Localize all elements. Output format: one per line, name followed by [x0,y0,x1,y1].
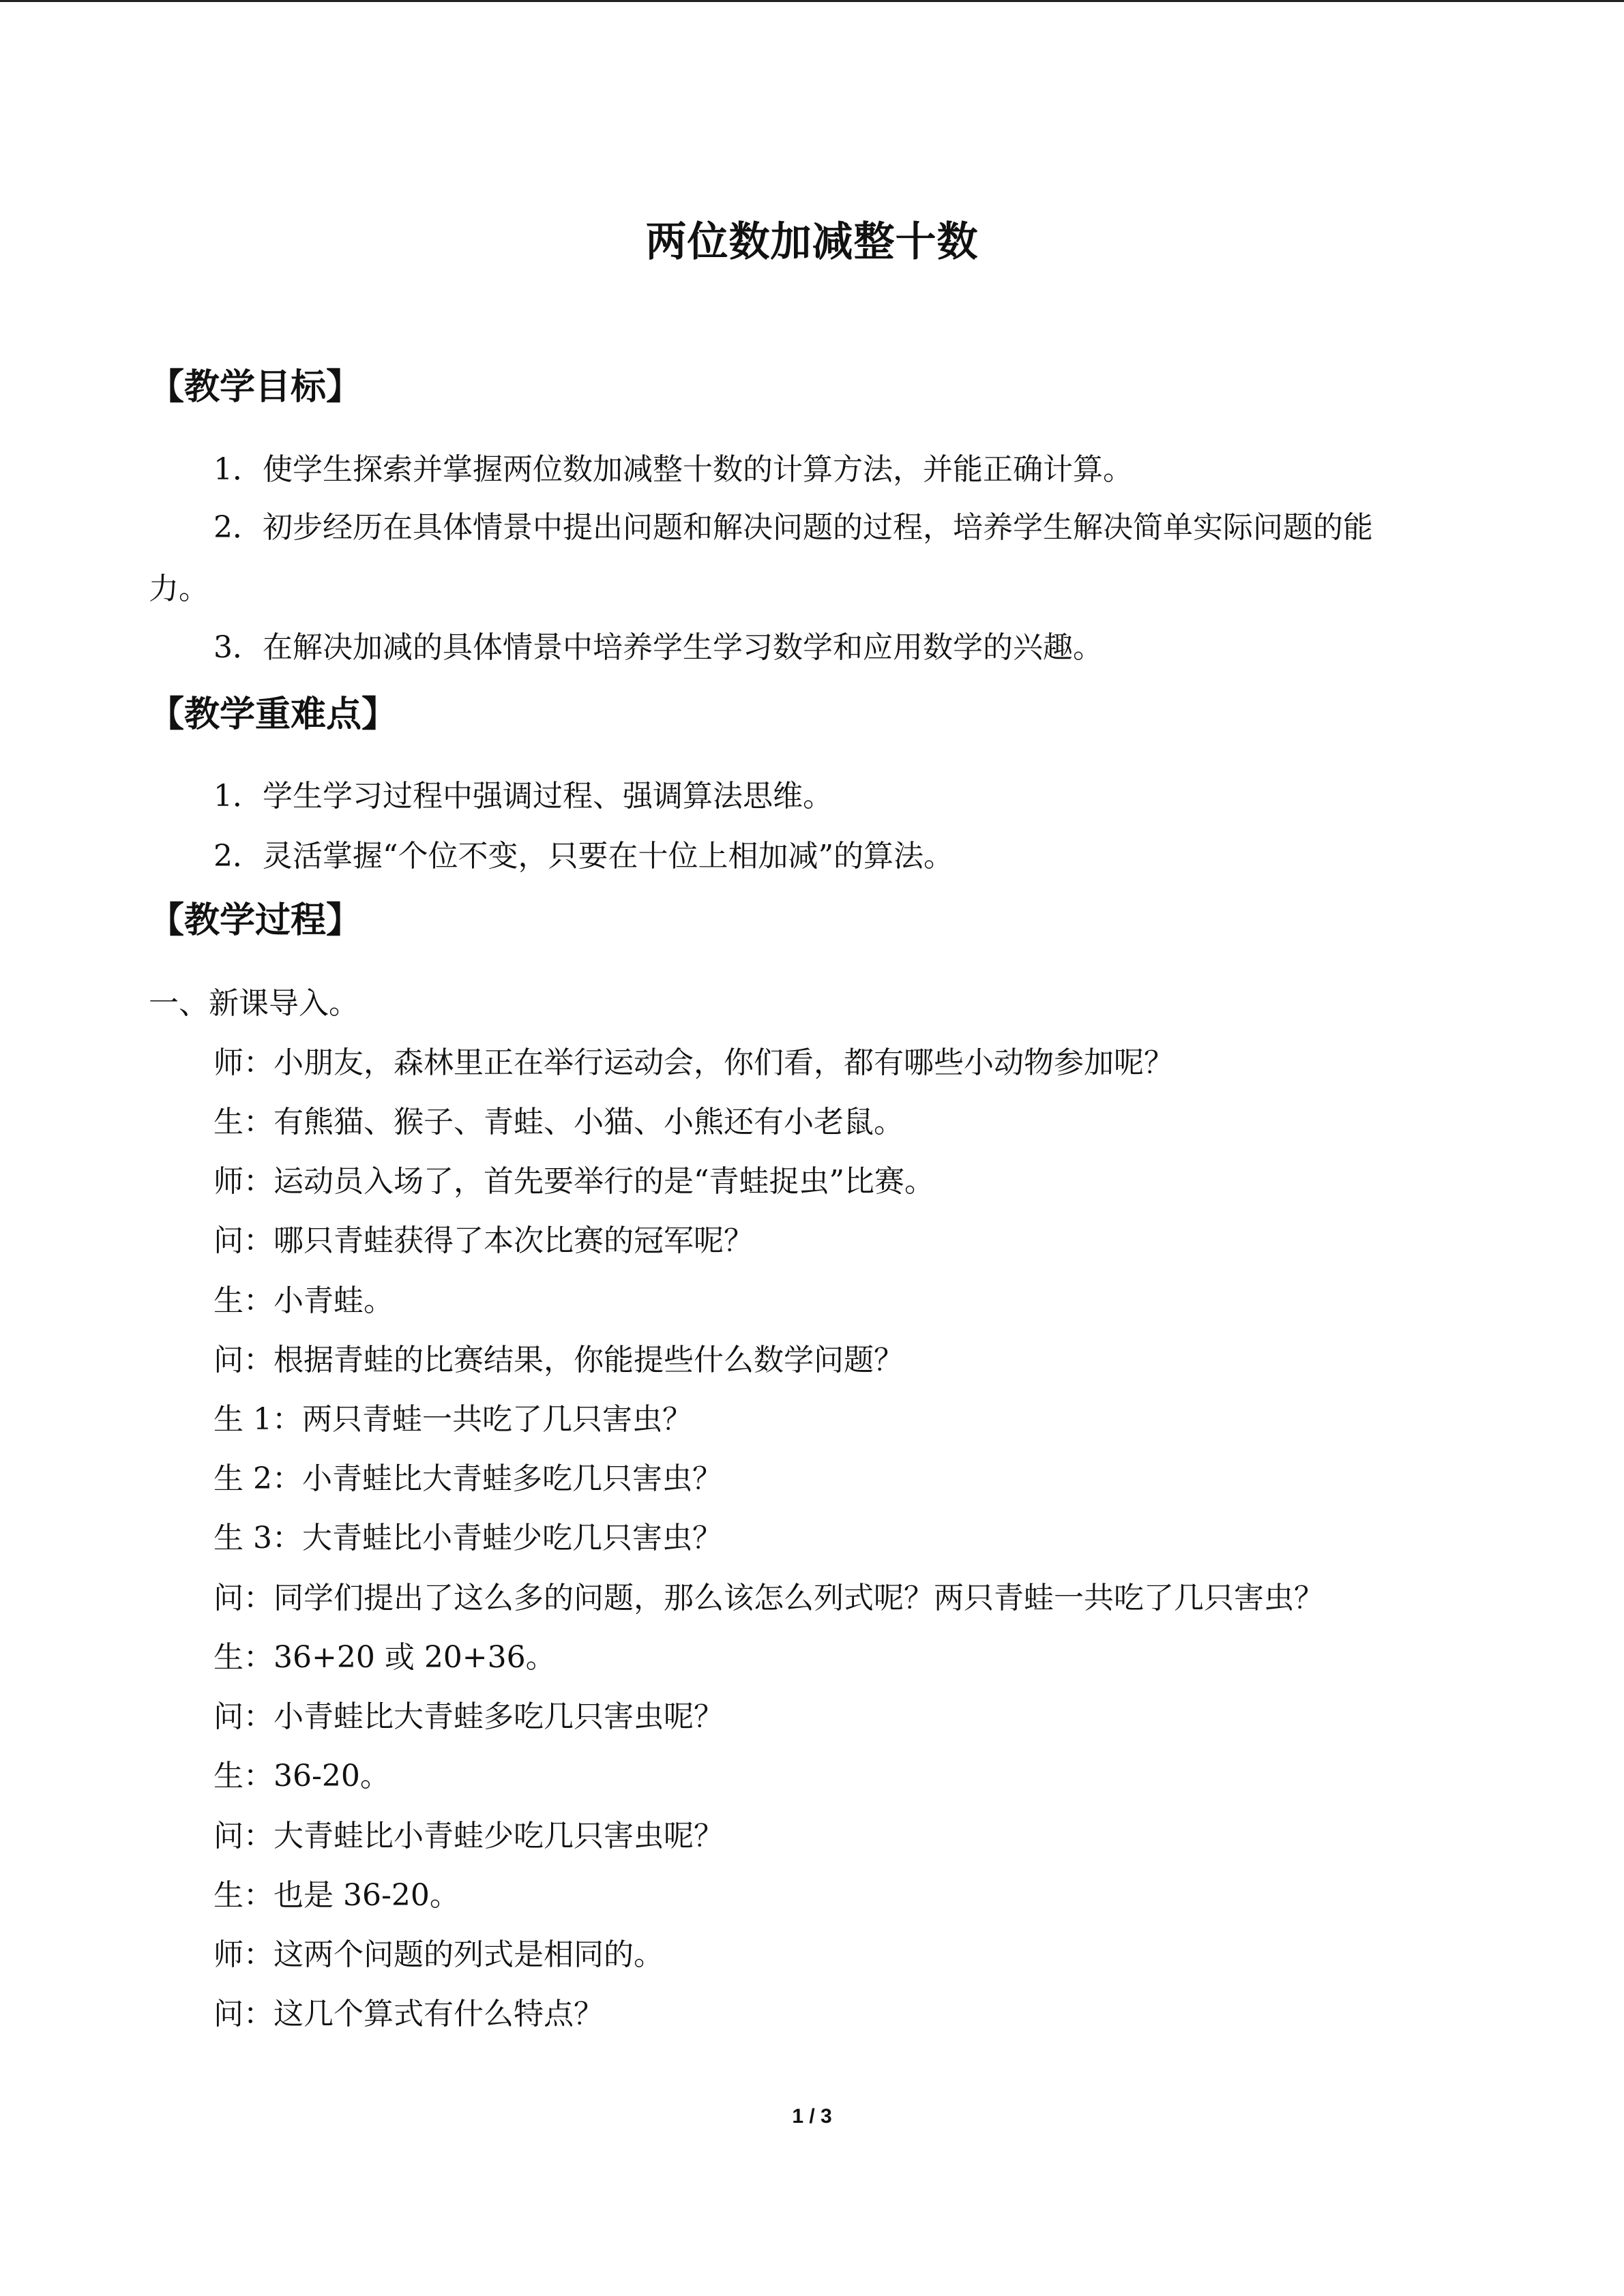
dialogue-line: 问：这几个算式有什么特点？ [213,1997,604,2031]
key-point-item-1: 1．学生学习过程中强调过程、强调算法思维。 [213,779,833,814]
dialogue-line: 生 3：大青蛙比小青蛙少吃几只害虫？ [213,1521,722,1555]
dialogue-line: 问：小青蛙比大青蛙多吃几只害虫呢？ [213,1699,724,1734]
heading-key-points: 【教学重难点】 [149,694,398,735]
dialogue-line: 生：36+20 或 20+36。 [213,1640,556,1675]
dialogue-line: 生：有熊猫、猴子、青蛙、小猫、小熊还有小老鼠。 [213,1105,904,1139]
heading-teaching-objectives: 【教学目标】 [149,367,362,408]
heading-teaching-process: 【教学过程】 [149,900,362,941]
objective-item-3: 3．在解决加减的具体情景中培养学生学习数学和应用数学的兴趣。 [213,630,1103,665]
process-subheading: 一、新课导入。 [149,986,359,1021]
dialogue-line: 问：哪只青蛙获得了本次比赛的冠军呢？ [213,1223,754,1258]
dialogue-line: 师：这两个问题的列式是相同的。 [213,1937,664,1972]
dialogue-line: 生 1：两只青蛙一共吃了几只害虫？ [213,1402,692,1437]
top-border-line [0,0,1624,2]
dialogue-line: 生 2：小青蛙比大青蛙多吃几只害虫？ [213,1461,722,1496]
objective-item-2-continued: 力。 [149,571,209,606]
objective-item-2: 2．初步经历在具体情景中提出问题和解决问题的过程，培养学生解决简单实际问题的能 [213,510,1373,545]
document-title: 两位数加减整十数 [645,218,979,266]
dialogue-line: 生：也是 36-20。 [213,1878,460,1913]
dialogue-line: 问：大青蛙比小青蛙少吃几只害虫呢？ [213,1819,724,1853]
page-number: 1 / 3 [792,2105,832,2128]
objective-item-1: 1．使学生探索并掌握两位数加减整十数的计算方法，并能正确计算。 [213,452,1133,487]
dialogue-line: 问：根据青蛙的比赛结果，你能提些什么数学问题？ [213,1343,904,1377]
dialogue-line: 师：小朋友，森林里正在举行运动会，你们看，都有哪些小动物参加呢？ [213,1045,1174,1080]
key-point-item-2: 2．灵活掌握“个位不变，只要在十位上相加减”的算法。 [213,839,954,874]
dialogue-line: 生：小青蛙。 [213,1283,394,1318]
dialogue-line: 生：36-20。 [213,1759,390,1793]
dialogue-line: 问：同学们提出了这么多的问题，那么该怎么列式呢？两只青蛙一共吃了几只害虫？ [213,1581,1324,1615]
dialogue-line: 师：运动员入场了，首先要举行的是“青蛙捉虫”比赛。 [213,1164,934,1199]
